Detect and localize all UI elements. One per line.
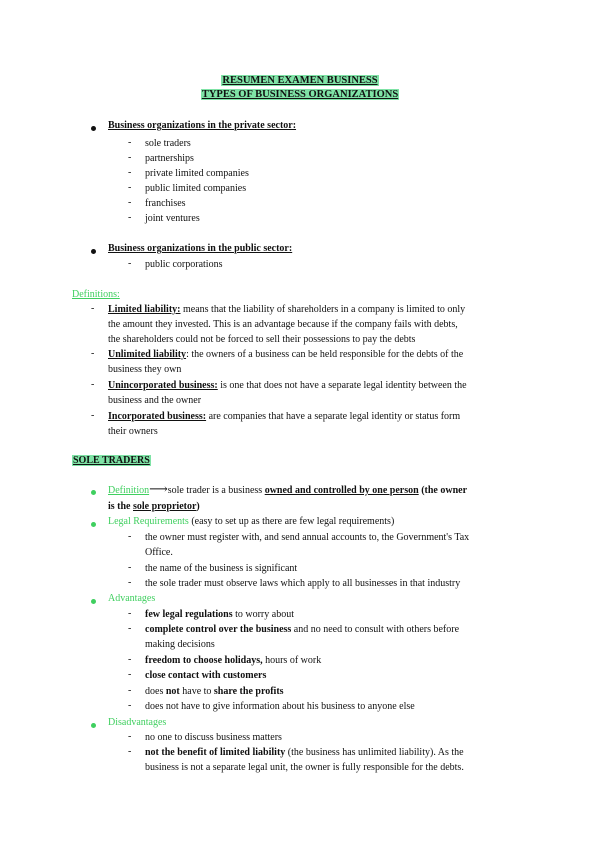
list-item: the owner must register with, and send annual accounts to, the Government's Tax — [145, 532, 470, 543]
public-sector-heading: Business organizations in the public sector: — [108, 243, 293, 254]
definitions-heading: Definitions: — [72, 289, 120, 300]
list-item: sole traders — [145, 138, 191, 149]
list-item: complete control over the business and no need to consult with others before — [145, 624, 460, 635]
list-item: does not have to give information about his business to anyone else — [145, 701, 415, 712]
advantages-heading: Advantages — [108, 593, 156, 604]
list-item: franchises — [145, 198, 186, 209]
list-item: public limited companies — [145, 183, 247, 194]
bullet-icon — [91, 522, 96, 527]
list-item: partnerships — [145, 153, 194, 164]
list-item: joint ventures — [145, 213, 200, 224]
sole-traders-heading: SOLE TRADERS — [73, 455, 150, 466]
bullet-icon — [91, 723, 96, 728]
bullet-icon — [91, 599, 96, 604]
list-item: private limited companies — [145, 168, 249, 179]
legal-requirements: Legal Requirements (easy to set up as there are few legal requirements) — [108, 516, 395, 527]
bullet-icon — [91, 249, 96, 254]
sole-trader-definition: Definition⟶sole trader is a business owned and controlled by one person (the owner — [108, 481, 468, 496]
list-item: close contact with customers — [145, 670, 267, 681]
list-item: public corporations — [145, 259, 223, 270]
definition-unlimited-liability: Unlimited liability: the owners of a business can be held responsible for the debts of the — [108, 349, 464, 360]
list-item: no one to discuss business matters — [145, 732, 282, 743]
private-sector-heading: Business organizations in the private sector: — [108, 120, 297, 131]
arrow-right-icon: ⟶ — [149, 481, 168, 496]
disadvantages-heading: Disadvantages — [108, 717, 167, 728]
document-subtitle: TYPES OF BUSINESS ORGANIZATIONS — [201, 89, 399, 100]
definition-unincorporated: Unincorporated business: is one that does not have a separate legal identity between the — [108, 380, 467, 391]
list-item: few legal regulations to worry about — [145, 609, 294, 620]
list-item: freedom to choose holidays, hours of work — [145, 655, 322, 666]
document-title: RESUMEN EXAMEN BUSINESS — [222, 75, 378, 86]
list-item: the name of the business is significant — [145, 563, 298, 574]
list-item: not the benefit of limited liability (the business has unlimited liability). As the — [145, 747, 464, 758]
definition-incorporated: Incorporated business: are companies that have a separate legal identity or status form — [108, 411, 461, 422]
bullet-icon — [91, 126, 96, 131]
list-item: the sole trader must observe laws which apply to all businesses in that industry — [145, 578, 461, 589]
list-item: does not have to share the profits — [145, 686, 284, 697]
bullet-icon — [91, 490, 96, 495]
document-page: RESUMEN EXAMEN BUSINESS TYPES OF BUSINESS ORGANIZATIONS Business organizations in the private sector: - sole traders - partnerships - private limited companies - public limited companies - franchises - joint ventures Business organizations in the public sector: - public corporations Definitions: - Limited liability: means that the liability of shareholders in a company is limited to only the amount they invested. This is an advantage because if the company fails with debts, the shareholders could not be forced to sell their possessions to pay the debts - Unlimited liability: the owners of a business can be held responsible for the debts of the business they own - Unincorporated business: is one that does not have a separate legal identity between the business and the owner - Incorporated business: are companies that have a separate legal identity or status form their owners SOLE TRADERS Definition⟶sole trader is a business owned and controlled by one person (the owner is the sole proprietor) Legal Requirements (easy to set up as there are few legal requirements) - the owner must register with, and send annual accounts to, the Government's Tax Office. - the name of the business is significant - the sole trader must observe laws which apply to all businesses in that industry Advantages - few legal regulations to worry about - complete control over the business and no need to consult with others before making decisions - freedom to choose holidays, hours of work - close contact with customers - does not have to share the profits - does not have to give information about his business to anyone else Disadvantages - no one to discuss business matters - not the benefit of limited liability (the business has unlimited liability). As the business is not a separate legal unit, the owner is fully responsible for the debts. — [0, 0, 600, 848]
definition-limited-liability: Limited liability: means that the liability of shareholders in a company is limited to only — [108, 304, 466, 315]
